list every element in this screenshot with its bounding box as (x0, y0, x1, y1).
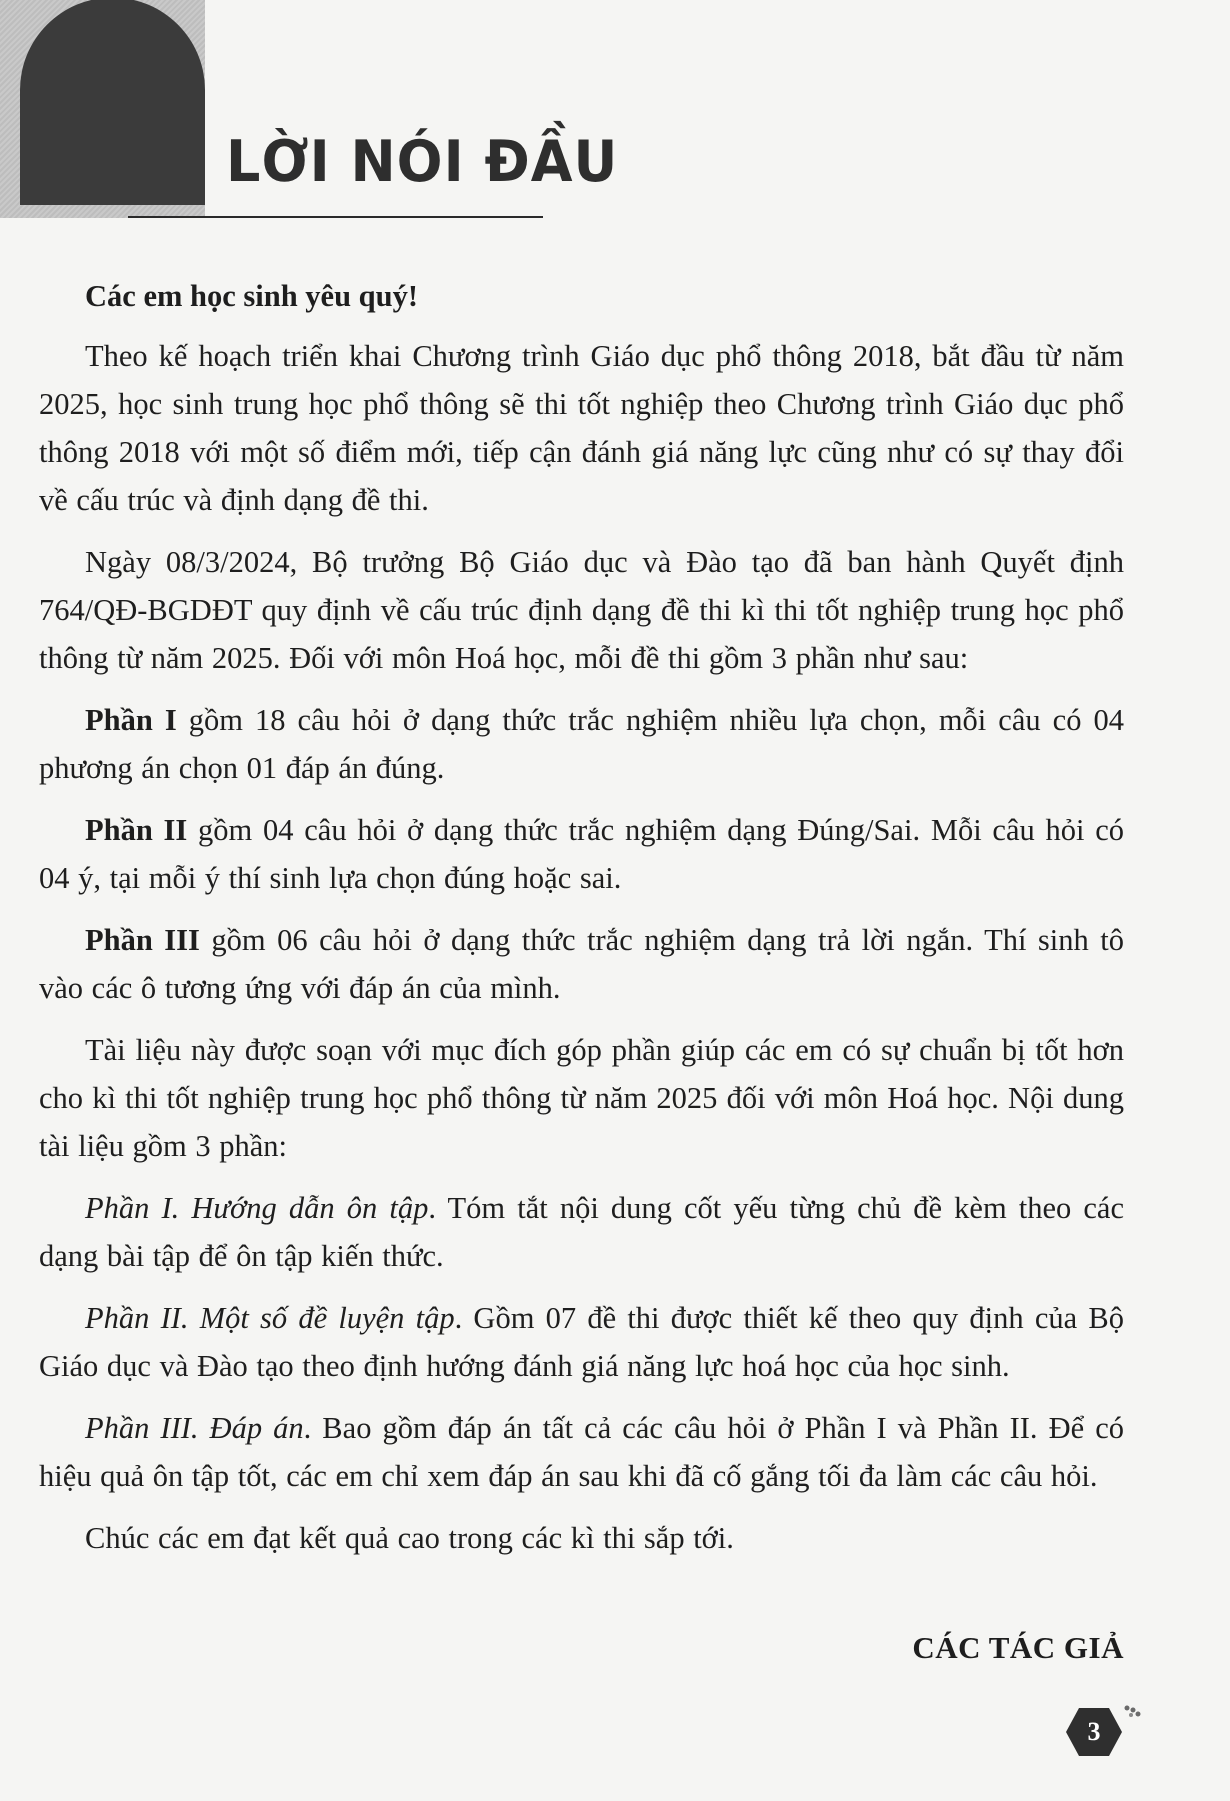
paragraph-decision: Ngày 08/3/2024, Bộ trưởng Bộ Giáo dục và Đào tạo đã ban hành Quyết định 764/QĐ-BGDĐT quy định về cấu trúc định dạng đề thi kì thi tốt nghiệp trung học phổ thông từ năm 2025. Đối với môn Hoá học, mỗi đề thi gồm 3 phần như sau: (39, 545, 1124, 675)
paragraph-section-3 (39, 1404, 1124, 1500)
section-2-label: Phần II. Một số đề luyện tập (85, 1301, 455, 1335)
page-title: LỜI NÓI ĐẦU (226, 128, 619, 195)
section-3-label: Phần III. Đáp án (85, 1411, 304, 1445)
corner-dark-arch (20, 0, 205, 205)
page-number-badge (1065, 1706, 1123, 1758)
dots-decoration-icon (1123, 1704, 1143, 1720)
part-3-label: Phần III (85, 923, 200, 957)
part-2-text: gồm 04 câu hỏi ở dạng thức trắc nghiệm dạng Đúng/Sai. Mỗi câu hỏi có 04 ý, tại mỗi ý thí sinh lựa chọn đúng hoặc sai. (39, 813, 1124, 895)
paragraph-part-2 (39, 806, 1124, 902)
corner-decoration (0, 0, 205, 218)
paragraph-intro: Theo kế hoạch triển khai Chương trình Giáo dục phổ thông 2018, bắt đầu từ năm 2025, học sinh trung học phổ thông sẽ thi tốt nghiệp theo Chương trình Giáo dục phổ thông 2018 với một số điểm mới, tiếp cận đánh giá năng lực cũng như có sự thay đổi về cấu trúc và định dạng đề thi. (39, 339, 1124, 517)
paragraph-section-1 (39, 1184, 1124, 1280)
section-3-text: . Bao gồm đáp án tất cả các câu hỏi ở Phần I và Phần II. Để có hiệu quả ôn tập tốt, các em chỉ xem đáp án sau khi đã cố gắng tối đa làm các câu hỏi. (39, 1411, 1124, 1493)
paragraph-part-1 (39, 696, 1124, 792)
paragraph-part-3 (39, 916, 1124, 1012)
section-1-label: Phần I. Hướng dẫn ôn tập (85, 1191, 429, 1225)
page-number: 3 (1087, 1717, 1101, 1746)
part-2-label: Phần II (85, 813, 188, 847)
part-3-text: gồm 06 câu hỏi ở dạng thức trắc nghiệm dạng trả lời ngắn. Thí sinh tô vào các ô tương ứng với đáp án của mình. (39, 923, 1124, 1005)
part-1-text: gồm 18 câu hỏi ở dạng thức trắc nghiệm nhiều lựa chọn, mỗi câu có 04 phương án chọn 01 đáp án đúng. (39, 703, 1124, 785)
paragraph-closing: Chúc các em đạt kết quả cao trong các kì thi sắp tới. (85, 1521, 734, 1555)
greeting: Các em học sinh yêu quý! (85, 279, 418, 313)
title-underline (128, 216, 543, 218)
foreword-body (39, 272, 1124, 1576)
authors-signature: CÁC TÁC GIẢ (912, 1630, 1124, 1665)
section-2-text: . Gồm 07 đề thi được thiết kế theo quy định của Bộ Giáo dục và Đào tạo theo định hướng đánh giá năng lực hoá học của học sinh. (39, 1301, 1124, 1383)
paragraph-purpose: Tài liệu này được soạn với mục đích góp phần giúp các em có sự chuẩn bị tốt hơn cho kì thi tốt nghiệp trung học phổ thông từ năm 2025 đối với môn Hoá học. Nội dung tài liệu gồm 3 phần: (39, 1033, 1124, 1163)
paragraph-section-2 (39, 1294, 1124, 1390)
section-1-text: . Tóm tắt nội dung cốt yếu từng chủ đề kèm theo các dạng bài tập để ôn tập kiến thức. (39, 1191, 1125, 1273)
part-1-label: Phần I (85, 703, 177, 737)
